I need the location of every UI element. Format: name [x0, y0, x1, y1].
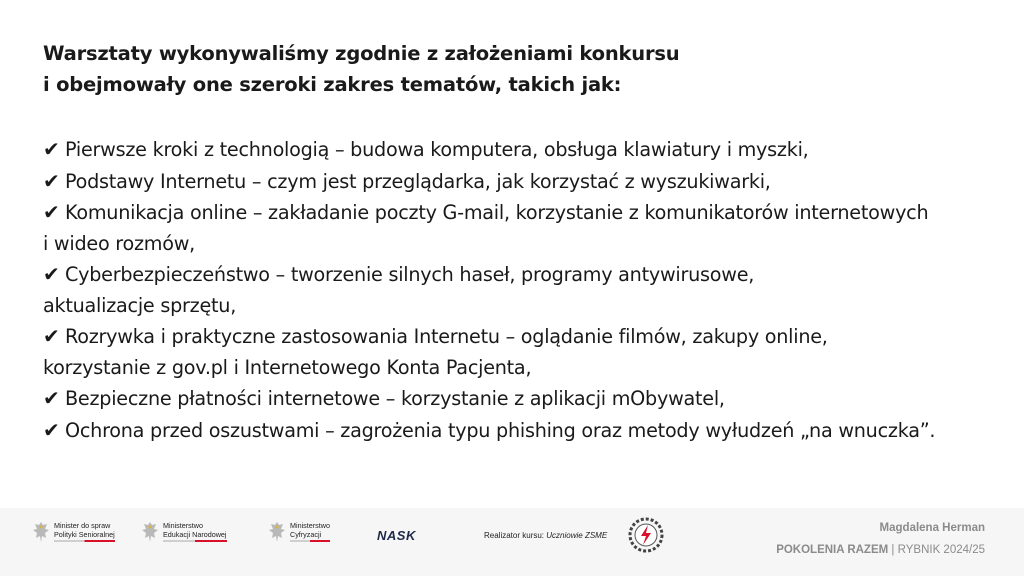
course-organizer: Realizator kursu: Uczniowie ZSME [484, 531, 608, 540]
heading-line-1: Warsztaty wykonywaliśmy zgodnie z założeniami konkursu [43, 42, 680, 65]
list-item: ✔ Cyberbezpieczeństwo – tworzenie silnych haseł, programy antywirusowe, [43, 259, 1008, 291]
checkmark-icon: ✔ [43, 386, 60, 410]
list-item: ✔ Ochrona przed oszustwami – zagrożenia typu phishing oraz metody wyłudzeń „na wnuczka”. [43, 415, 1008, 447]
checkmark-icon: ✔ [43, 324, 60, 348]
checkmark-icon: ✔ [43, 137, 60, 161]
list-item: ✔ Pierwsze kroki z technologią – budowa komputera, obsługa klawiatury i myszki, [43, 134, 1008, 166]
checkmark-icon: ✔ [43, 168, 60, 193]
logo-ministerstwo-cyfryzacji: Ministerstwo Cyfryzacji [268, 521, 330, 543]
school-emblem-icon [628, 517, 664, 553]
eagle-emblem-icon [32, 521, 50, 543]
list-item: ✔ Podstawy Internetu – czym jest przeglądarka, jak korzystać z wyszukiwarki, [43, 166, 1008, 198]
list-item-continuation: aktualizacje sprzętu, [43, 293, 237, 317]
project-label: POKOLENIA RAZEM | RYBNIK 2024/25 [776, 544, 985, 556]
list-item: ✔ Komunikacja online – zakładanie poczty G-mail, korzystanie z komunikatorów internetowych [43, 197, 1008, 229]
logo-minister-polityki-senioralnej: Minister do spraw Polityki Senioralnej [32, 521, 115, 543]
checkmark-icon: ✔ [43, 262, 60, 286]
slide-heading [43, 38, 983, 100]
eagle-emblem-icon [141, 521, 159, 543]
topics-list [43, 134, 1008, 446]
author-name: Magdalena Herman [879, 522, 985, 534]
nask-logo: NASK [377, 528, 416, 543]
eagle-emblem-icon [268, 521, 286, 543]
checkmark-icon: ✔ [43, 200, 60, 224]
list-item-continuation: i wideo rozmów, [43, 231, 196, 255]
list-item: ✔ Bezpieczne płatności internetowe – korzystanie z aplikacji mObywatel, [43, 383, 1008, 415]
list-item: ✔ Rozrywka i praktyczne zastosowania Internetu – oglądanie filmów, zakupy online, [43, 321, 1008, 353]
list-item-continuation: korzystanie z gov.pl i Internetowego Konta Pacjenta, [43, 355, 532, 379]
heading-line-2: i obejmowały one szeroki zakres tematów, takich jak: [43, 73, 622, 96]
checkmark-icon: ✔ [43, 417, 60, 442]
logo-ministerstwo-edukacji-narodowej: Ministerstwo Edukacji Narodowej [141, 521, 227, 543]
